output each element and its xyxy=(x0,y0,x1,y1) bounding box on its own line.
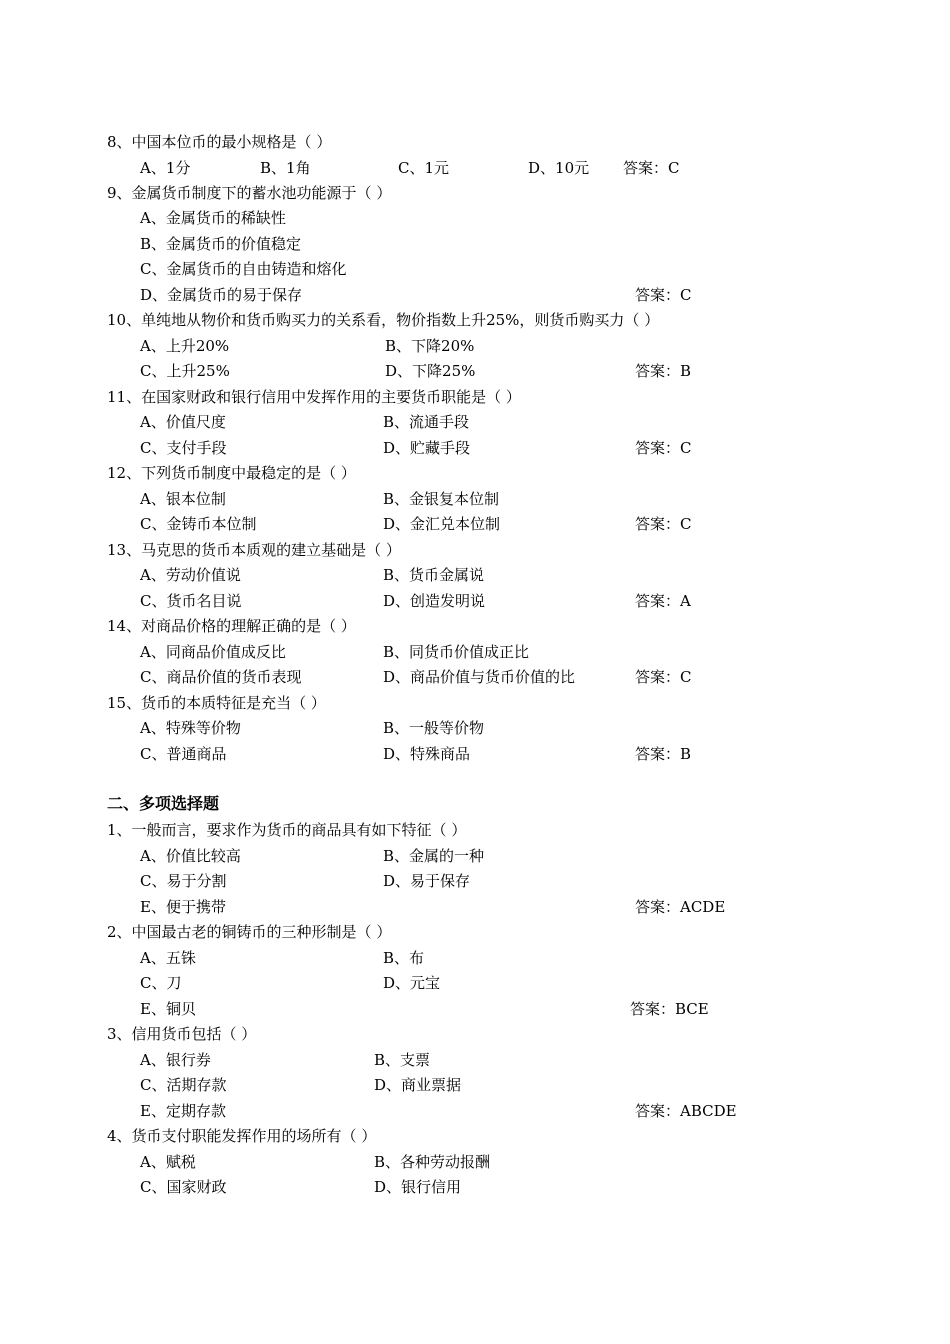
line-text: C、活期存款 xyxy=(140,1076,227,1094)
text-line xyxy=(0,665,950,689)
line-cell: 答案：C xyxy=(635,286,692,304)
text-line xyxy=(0,436,950,460)
text-line xyxy=(0,640,950,664)
line-text: D、金属货币的易于保存 xyxy=(140,286,303,304)
section-heading-text: 二、多项选择题 xyxy=(107,794,220,813)
line-cell: B、下降20% xyxy=(385,337,475,355)
line-text: 14、对商品价格的理解正确的是（ ） xyxy=(107,617,356,635)
text-line xyxy=(0,487,950,511)
line-cell: D、10元 xyxy=(528,159,590,177)
text-line xyxy=(0,359,950,383)
line-text: A、银行券 xyxy=(140,1051,211,1069)
line-text: A、劳动价值说 xyxy=(140,566,241,584)
text-line xyxy=(0,257,950,281)
line-cell: D、创造发明说 xyxy=(383,592,486,610)
line-text: A、银本位制 xyxy=(140,490,226,508)
line-text: C、普通商品 xyxy=(140,745,227,763)
line-text: E、定期存款 xyxy=(140,1102,226,1120)
line-text: A、同商品价值成反比 xyxy=(140,643,286,661)
text-line xyxy=(0,614,950,638)
line-text: E、铜贝 xyxy=(140,1000,196,1018)
text-line xyxy=(0,130,950,154)
text-line xyxy=(0,818,950,842)
line-text: C、金属货币的自由铸造和熔化 xyxy=(140,260,347,278)
line-cell: 答案：B xyxy=(635,745,692,763)
text-line xyxy=(0,206,950,230)
text-line xyxy=(0,181,950,205)
line-cell: D、商业票据 xyxy=(374,1076,462,1094)
line-cell: D、商品价值与货币价值的比 xyxy=(383,668,576,686)
text-line xyxy=(0,385,950,409)
line-cell: D、易于保存 xyxy=(383,872,471,890)
line-cell: C、1元 xyxy=(398,159,450,177)
line-text: 13、马克思的货币本质观的建立基础是（ ） xyxy=(107,541,401,559)
line-text: B、金属货币的价值稳定 xyxy=(140,235,302,253)
section-heading xyxy=(0,792,950,816)
line-text: 15、货币的本质特征是充当（ ） xyxy=(107,694,326,712)
line-cell: D、银行信用 xyxy=(374,1178,462,1196)
text-line xyxy=(0,308,950,332)
text-line xyxy=(0,691,950,715)
text-line xyxy=(0,563,950,587)
line-cell: 答案：A xyxy=(635,592,691,610)
text-line xyxy=(0,1175,950,1199)
line-cell: B、货币金属说 xyxy=(383,566,485,584)
text-line xyxy=(0,156,950,180)
text-line xyxy=(0,997,950,1021)
text-line xyxy=(0,971,950,995)
text-line xyxy=(0,410,950,434)
line-cell: B、流通手段 xyxy=(383,413,470,431)
line-cell: B、金银复本位制 xyxy=(383,490,500,508)
line-cell: B、各种劳动报酬 xyxy=(374,1153,491,1171)
line-cell: 答案：BCE xyxy=(630,1000,709,1018)
line-cell: D、元宝 xyxy=(383,974,441,992)
line-text: A、赋税 xyxy=(140,1153,196,1171)
line-text: 3、信用货币包括（ ） xyxy=(107,1025,257,1043)
line-text: 10、单纯地从物价和货币购买力的关系看，物价指数上升25%，则货币购买力（ ） xyxy=(107,311,660,329)
line-cell: 答案：C xyxy=(635,515,692,533)
text-line xyxy=(0,589,950,613)
line-text: C、易于分割 xyxy=(140,872,227,890)
line-text: C、国家财政 xyxy=(140,1178,227,1196)
line-cell: B、1角 xyxy=(260,159,311,177)
line-text: A、金属货币的稀缺性 xyxy=(140,209,286,227)
text-line xyxy=(0,512,950,536)
text-line xyxy=(0,538,950,562)
line-text: 1、一般而言，要求作为货币的商品具有如下特征（ ） xyxy=(107,821,467,839)
text-line xyxy=(0,844,950,868)
line-cell: B、一般等价物 xyxy=(383,719,485,737)
text-line xyxy=(0,716,950,740)
line-text: A、特殊等价物 xyxy=(140,719,241,737)
line-text: 11、在国家财政和银行信用中发挥作用的主要货币职能是（ ） xyxy=(107,388,521,406)
line-text: 4、货币支付职能发挥作用的场所有（ ） xyxy=(107,1127,377,1145)
line-cell: 答案：C xyxy=(635,668,692,686)
line-cell: B、同货币价值成正比 xyxy=(383,643,530,661)
line-text: C、金铸币本位制 xyxy=(140,515,257,533)
line-cell: B、金属的一种 xyxy=(383,847,485,865)
line-cell: B、布 xyxy=(383,949,425,967)
line-text: 8、中国本位币的最小规格是（ ） xyxy=(107,133,332,151)
line-text: C、商品价值的货币表现 xyxy=(140,668,302,686)
text-line xyxy=(0,1099,950,1123)
line-text: C、刀 xyxy=(140,974,182,992)
text-line xyxy=(0,461,950,485)
line-text: A、五铢 xyxy=(140,949,196,967)
line-text: C、上升25% xyxy=(140,362,230,380)
line-cell: 答案：B xyxy=(635,362,692,380)
line-text: A、1分 xyxy=(140,159,191,177)
line-cell: 答案：C xyxy=(623,159,680,177)
text-line xyxy=(0,946,950,970)
line-text: E、便于携带 xyxy=(140,898,226,916)
text-line xyxy=(0,920,950,944)
line-cell: D、贮藏手段 xyxy=(383,439,471,457)
line-text: 2、中国最古老的铜铸币的三种形制是（ ） xyxy=(107,923,392,941)
line-text: A、上升20% xyxy=(140,337,230,355)
text-line xyxy=(0,1048,950,1072)
line-cell: D、金汇兑本位制 xyxy=(383,515,501,533)
line-cell: 答案：ACDE xyxy=(635,898,726,916)
line-text: A、价值尺度 xyxy=(140,413,226,431)
line-text: C、支付手段 xyxy=(140,439,227,457)
text-line xyxy=(0,1124,950,1148)
text-line xyxy=(0,334,950,358)
line-cell: D、下降25% xyxy=(385,362,476,380)
text-line xyxy=(0,1022,950,1046)
text-line xyxy=(0,869,950,893)
line-cell: 答案：C xyxy=(635,439,692,457)
text-line xyxy=(0,1073,950,1097)
line-text: A、价值比较高 xyxy=(140,847,241,865)
line-cell: B、支票 xyxy=(374,1051,431,1069)
text-line xyxy=(0,1150,950,1174)
text-line xyxy=(0,895,950,919)
text-line xyxy=(0,232,950,256)
text-line xyxy=(0,283,950,307)
line-text: C、货币名目说 xyxy=(140,592,242,610)
line-text: 9、金属货币制度下的蓄水池功能源于（ ） xyxy=(107,184,392,202)
line-cell: D、特殊商品 xyxy=(383,745,471,763)
line-text: 12、下列货币制度中最稳定的是（ ） xyxy=(107,464,356,482)
line-cell: 答案：ABCDE xyxy=(635,1102,737,1120)
text-line xyxy=(0,742,950,766)
